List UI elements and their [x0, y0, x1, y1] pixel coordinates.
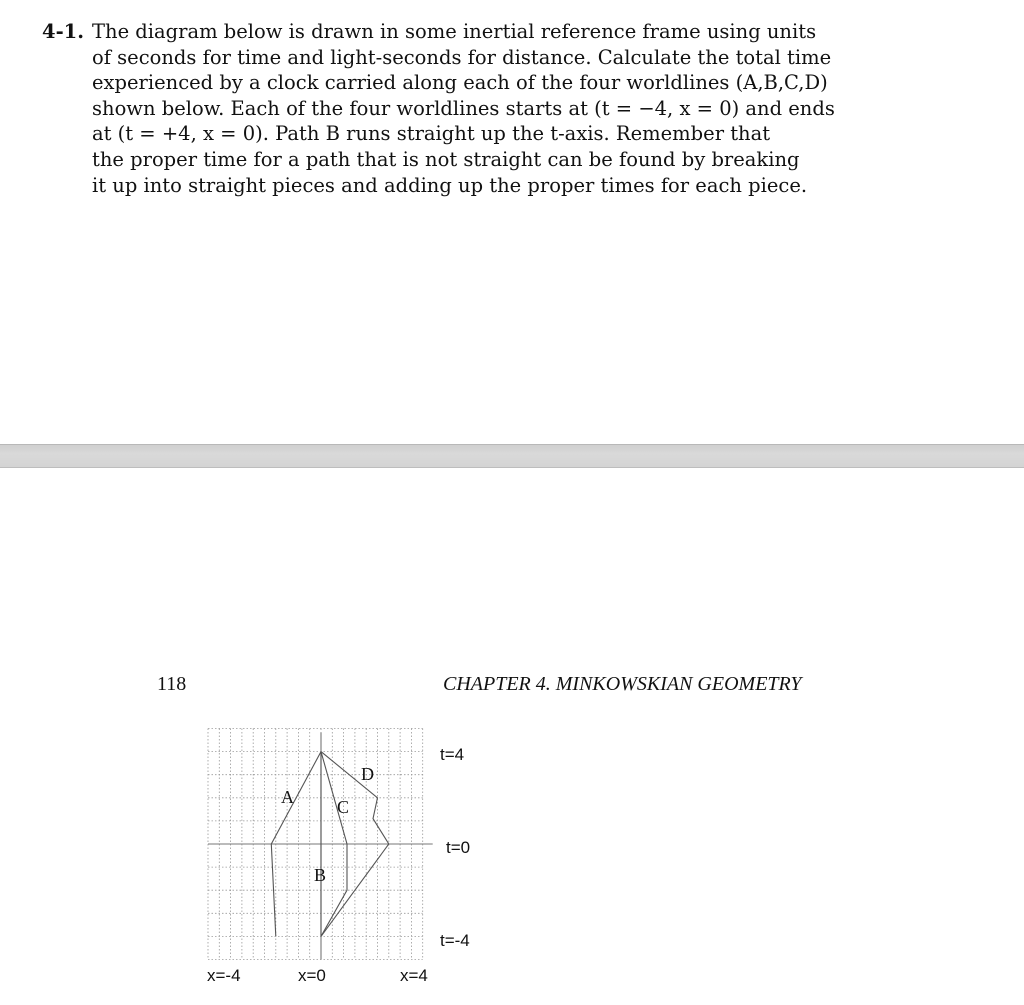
problem-line: at (t = +4, x = 0). Path B runs straight up the t-axis. Remember that — [92, 122, 771, 146]
path-label-a: A — [281, 787, 294, 807]
time-label-t4: t=4 — [440, 745, 465, 764]
space-label-x0: x=0 — [298, 966, 326, 985]
problem-line: shown below. Each of the four worldlines starts at (t = −4, x = 0) and ends — [92, 96, 835, 120]
path-label-d: D — [361, 764, 374, 784]
problem-number: 4-1. — [42, 20, 85, 43]
path-label-b: B — [314, 865, 327, 885]
space-label-x4: x=4 — [400, 966, 428, 985]
upper-page — [0, 0, 1024, 444]
worldline-diagram — [0, 468, 1024, 1005]
problem-line: The diagram below is drawn in some inertial reference frame using units — [92, 20, 817, 43]
page-number: 118 — [157, 673, 187, 695]
problem-line: experienced by a clock carried along each of the four worldlines (A,B,C,D) — [92, 71, 828, 95]
problem-line: it up into straight pieces and adding up the proper times for each piece. — [92, 173, 808, 197]
path-label-c: C — [337, 797, 350, 817]
problem-body — [92, 19, 835, 198]
space-label-xminus4: x=-4 — [207, 966, 241, 985]
problem-statement — [42, 19, 835, 198]
chapter-header: CHAPTER 4. MINKOWSKIAN GEOMETRY — [443, 673, 802, 695]
problem-line: of seconds for time and light-seconds for distance. Calculate the total time — [92, 45, 832, 69]
lower-page — [0, 468, 1024, 1005]
problem-line: the proper time for a path that is not straight can be found by breaking — [92, 147, 800, 171]
time-label-t0: t=0 — [446, 838, 471, 857]
time-label-tminus4: t=-4 — [440, 931, 470, 950]
page-separator — [0, 444, 1024, 468]
